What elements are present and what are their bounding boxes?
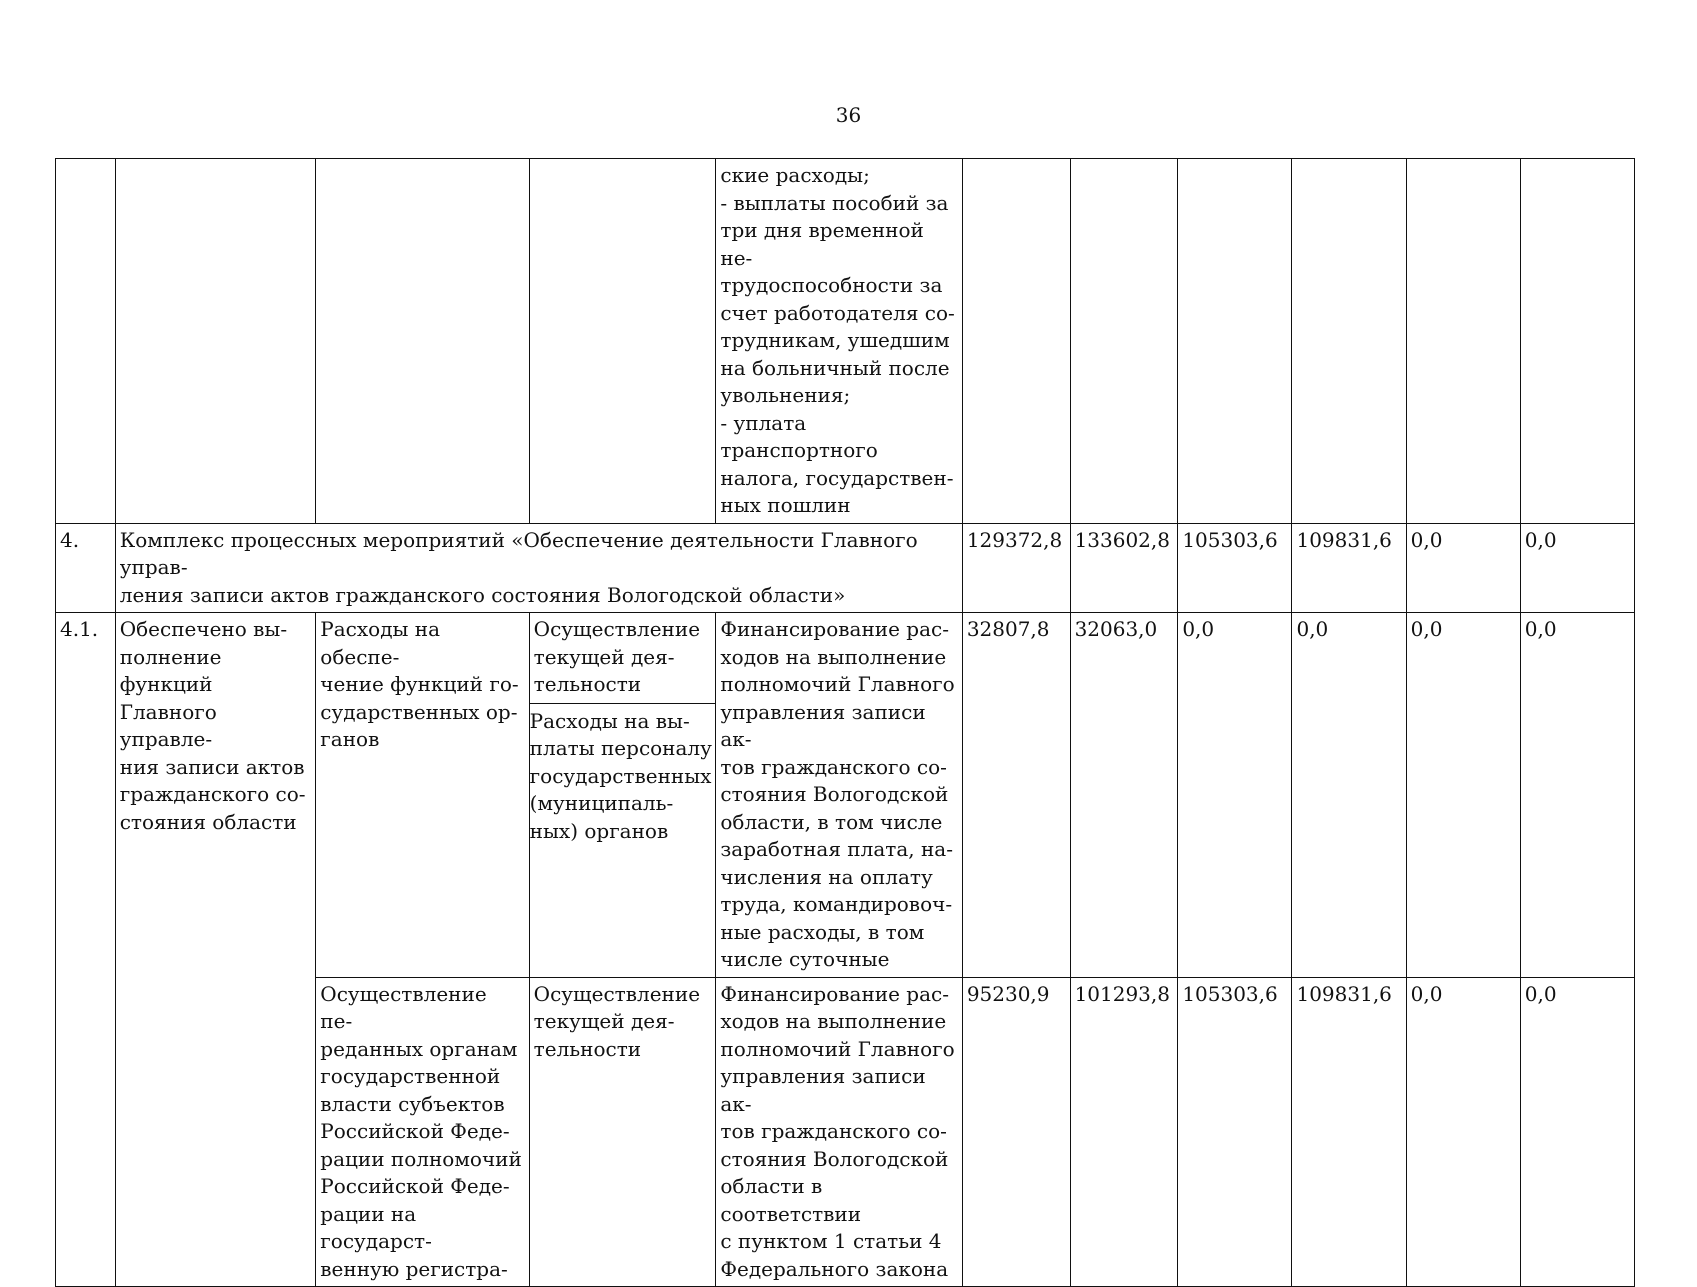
cell-value: 0,0	[1520, 613, 1634, 978]
cell-description: Финансирование рас- ходов на выполнение полномочий Главного управления записи ак- тов гражданского со- стояния Вологодской области, в том числе заработная плата, на- числения на оплату труда, командировоч- ные расходы, в том числе суточные	[716, 613, 962, 978]
cell-value	[1070, 159, 1178, 524]
table-row-section-4	[56, 523, 1635, 613]
cell-expense-type: Осуществление текущей дея- тельности	[529, 977, 716, 1287]
cell-value: 105303,6	[1178, 523, 1292, 613]
cell-task	[115, 977, 316, 1287]
cell-value	[962, 159, 1070, 524]
cell-description: ские расходы; - выплаты пособий за три дня временной не- трудоспособности за счет работодателя со- трудникам, ушедшим на больничный после увольнения; - уплата транспортного налога, государствен- ных пошлин	[716, 159, 962, 524]
cell-number: 4.	[56, 523, 116, 613]
cell-value: 0,0	[1520, 977, 1634, 1287]
cell-value: 133602,8	[1070, 523, 1178, 613]
cell-value	[1292, 159, 1406, 524]
cell-value: 0,0	[1406, 977, 1520, 1287]
cell-direction	[316, 159, 529, 524]
table-row-4-1-b	[56, 977, 1635, 1287]
cell-value: 105303,6	[1178, 977, 1292, 1287]
cell-task: Обеспечено вы- полнение функций Главного управле- ния записи актов гражданского со- стояния области	[115, 613, 316, 978]
measures-table	[55, 158, 1635, 1287]
cell-direction: Осуществление пе- реданных органам государственной власти субъектов Российской Феде- рации полномочий Российской Феде- рации на государст- венную регистра-	[316, 977, 529, 1287]
cell-expense-type	[529, 613, 716, 978]
cell-value: 101293,8	[1070, 977, 1178, 1287]
cell-value: 95230,9	[962, 977, 1070, 1287]
expense-type-label-2: Расходы на вы- платы персоналу государственных (муниципаль- ных) органов	[530, 703, 716, 846]
cell-value	[1406, 159, 1520, 524]
cell-expense-type	[529, 159, 716, 524]
cell-value: 0,0	[1406, 613, 1520, 978]
cell-value: 0,0	[1292, 613, 1406, 978]
cell-direction: Расходы на обеспе- чение функций го- сударственных ор- ганов	[316, 613, 529, 978]
cell-number: 4.1.	[56, 613, 116, 978]
cell-value	[1178, 159, 1292, 524]
cell-value: 129372,8	[962, 523, 1070, 613]
cell-section-title: Комплекс процессных мероприятий «Обеспечение деятельности Главного управ- ления записи актов гражданского состояния Вологодской области»	[115, 523, 962, 613]
cell-value: 32807,8	[962, 613, 1070, 978]
expense-type-label: Осуществление текущей дея- тельности	[533, 617, 701, 696]
cell-description: Финансирование рас- ходов на выполнение полномочий Главного управления записи ак- тов гражданского со- стояния Вологодской области в соответствии с пунктом 1 статьи 4 Федерального закона	[716, 977, 962, 1287]
cell-value: 0,0	[1178, 613, 1292, 978]
cell-value: 0,0	[1520, 523, 1634, 613]
cell-value: 109831,6	[1292, 977, 1406, 1287]
cell-value: 0,0	[1406, 523, 1520, 613]
table-row-4-1	[56, 613, 1635, 978]
cell-value: 32063,0	[1070, 613, 1178, 978]
cell-value: 109831,6	[1292, 523, 1406, 613]
cell-number	[56, 977, 116, 1287]
page-number: 36	[835, 103, 862, 127]
cell-task	[115, 159, 316, 524]
cell-number	[56, 159, 116, 524]
cell-value	[1520, 159, 1634, 524]
table-row-continuation	[56, 159, 1635, 524]
